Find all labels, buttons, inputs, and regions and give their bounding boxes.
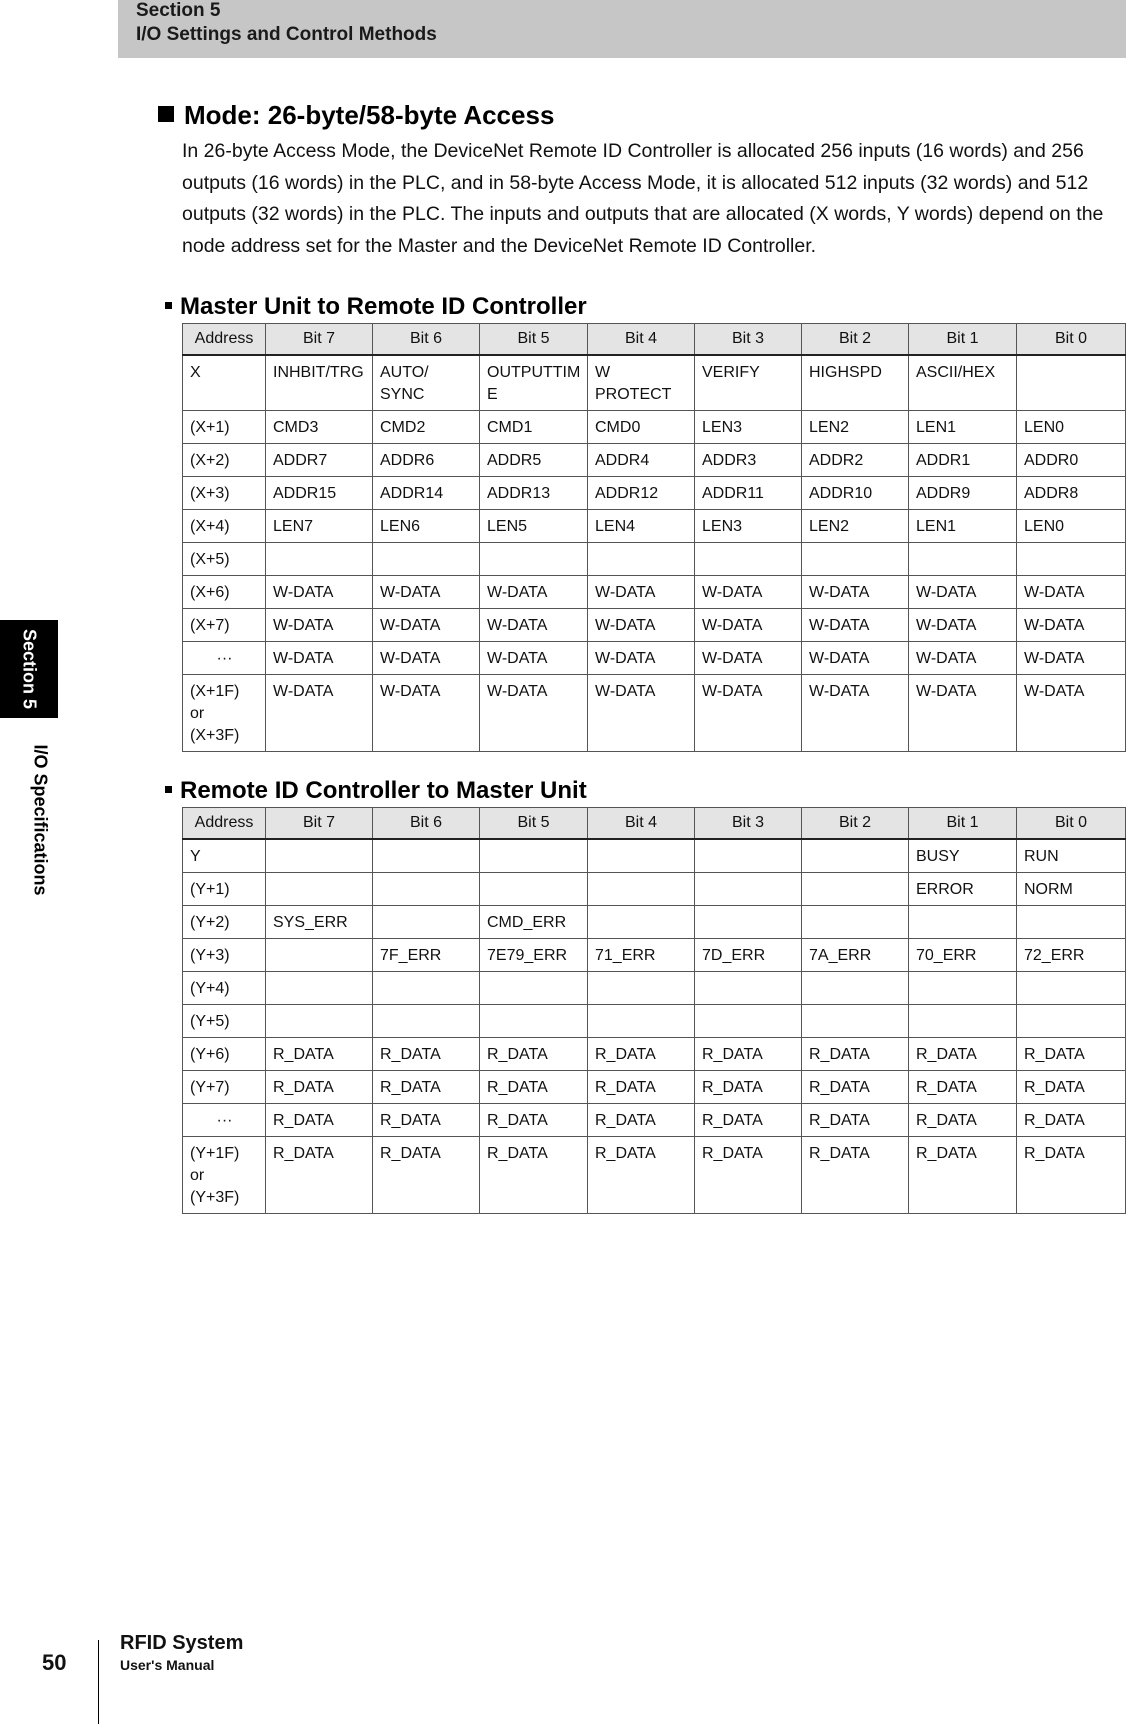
- bit-cell: [480, 543, 588, 576]
- bit-cell: [1017, 1005, 1126, 1038]
- bit-cell: [1017, 972, 1126, 1005]
- bit-cell: R_DATA: [909, 1071, 1017, 1104]
- bit-cell: ADDR14: [373, 477, 480, 510]
- bit-cell: 70_ERR: [909, 939, 1017, 972]
- bit-cell: W-DATA: [695, 609, 802, 642]
- bit-cell: R_DATA: [588, 1071, 695, 1104]
- bit-cell: ERROR: [909, 873, 1017, 906]
- table-row: [183, 609, 1126, 642]
- page-header-band: [118, 0, 1126, 58]
- bit-cell: W-DATA: [266, 576, 373, 609]
- bit-cell: LEN1: [909, 411, 1017, 444]
- column-header: Bit 5: [480, 324, 588, 356]
- bit-cell: R_DATA: [480, 1137, 588, 1214]
- bit-cell: 71_ERR: [588, 939, 695, 972]
- table-row: [183, 642, 1126, 675]
- bit-cell: W-DATA: [588, 576, 695, 609]
- bit-cell: R_DATA: [909, 1038, 1017, 1071]
- column-header: Bit 0: [1017, 324, 1126, 356]
- bit-cell: W-DATA: [695, 675, 802, 752]
- column-header: Bit 1: [909, 808, 1017, 840]
- bit-cell: [480, 839, 588, 873]
- bit-cell: BUSY: [909, 839, 1017, 873]
- header-section-number: Section 5: [136, 0, 221, 21]
- address-cell: (Y+5): [183, 1005, 266, 1038]
- bit-cell: ADDR6: [373, 444, 480, 477]
- column-header: Bit 0: [1017, 808, 1126, 840]
- address-cell: (X+7): [183, 609, 266, 642]
- table-row: [183, 939, 1126, 972]
- bit-cell: [266, 939, 373, 972]
- bit-cell: [588, 906, 695, 939]
- bit-cell: 72_ERR: [1017, 939, 1126, 972]
- bit-cell: W-DATA: [909, 609, 1017, 642]
- address-cell: (Y+4): [183, 972, 266, 1005]
- bit-cell: LEN5: [480, 510, 588, 543]
- bit-cell: ADDR11: [695, 477, 802, 510]
- bit-cell: [695, 873, 802, 906]
- column-header: Address: [183, 324, 266, 356]
- bit-cell: LEN3: [695, 411, 802, 444]
- bit-cell: W-DATA: [480, 642, 588, 675]
- bit-cell: [588, 839, 695, 873]
- bit-cell: NORM: [1017, 873, 1126, 906]
- bit-cell: [909, 972, 1017, 1005]
- bit-cell: R_DATA: [266, 1038, 373, 1071]
- bit-cell: R_DATA: [802, 1104, 909, 1137]
- bit-cell: R_DATA: [588, 1038, 695, 1071]
- bit-cell: W-DATA: [480, 675, 588, 752]
- bit-cell: [588, 1005, 695, 1038]
- table-row: [183, 477, 1126, 510]
- table-row: [183, 1071, 1126, 1104]
- bit-cell: AUTO/ SYNC: [373, 355, 480, 411]
- bit-cell: CMD1: [480, 411, 588, 444]
- bit-cell: R_DATA: [695, 1071, 802, 1104]
- bit-cell: ADDR1: [909, 444, 1017, 477]
- bit-cell: W-DATA: [909, 675, 1017, 752]
- bit-cell: ADDR0: [1017, 444, 1126, 477]
- mode-heading: [158, 100, 554, 131]
- table-row: [183, 510, 1126, 543]
- bit-cell: [373, 873, 480, 906]
- bit-cell: R_DATA: [802, 1137, 909, 1214]
- bit-cell: [1017, 543, 1126, 576]
- bit-cell: LEN7: [266, 510, 373, 543]
- bit-cell: SYS_ERR: [266, 906, 373, 939]
- bit-cell: W-DATA: [373, 576, 480, 609]
- bit-cell: ADDR2: [802, 444, 909, 477]
- bit-cell: R_DATA: [480, 1071, 588, 1104]
- bit-cell: W-DATA: [695, 576, 802, 609]
- bit-cell: CMD_ERR: [480, 906, 588, 939]
- bit-cell: [588, 543, 695, 576]
- footer-divider: [98, 1640, 99, 1724]
- master-table-heading-text: Master Unit to Remote ID Controller: [180, 293, 587, 320]
- table-row: [183, 444, 1126, 477]
- table-row: [183, 1104, 1126, 1137]
- bit-cell: [695, 543, 802, 576]
- bit-cell: R_DATA: [1017, 1104, 1126, 1137]
- address-cell: (X+1F) or (X+3F): [183, 675, 266, 752]
- table-header-row: [183, 324, 1126, 356]
- bit-cell: W-DATA: [909, 576, 1017, 609]
- bit-cell: [266, 543, 373, 576]
- bit-cell: [373, 1005, 480, 1038]
- table-row: [183, 355, 1126, 411]
- column-header: Bit 4: [588, 324, 695, 356]
- bit-cell: LEN0: [1017, 510, 1126, 543]
- bit-cell: R_DATA: [909, 1104, 1017, 1137]
- remote-table-heading-text: Remote ID Controller to Master Unit: [180, 777, 587, 804]
- column-header: Bit 1: [909, 324, 1017, 356]
- bit-cell: ADDR7: [266, 444, 373, 477]
- bit-cell: W-DATA: [266, 675, 373, 752]
- address-cell: (Y+1): [183, 873, 266, 906]
- bit-cell: [373, 972, 480, 1005]
- table-row: [183, 1005, 1126, 1038]
- bit-cell: CMD3: [266, 411, 373, 444]
- bit-cell: R_DATA: [695, 1104, 802, 1137]
- master-to-controller-table: [182, 323, 1126, 752]
- bit-cell: [695, 972, 802, 1005]
- bit-cell: ADDR8: [1017, 477, 1126, 510]
- page-number: 50: [42, 1650, 67, 1675]
- address-cell: (X+3): [183, 477, 266, 510]
- bit-cell: [266, 1005, 373, 1038]
- bit-cell: 7F_ERR: [373, 939, 480, 972]
- address-cell: (X+2): [183, 444, 266, 477]
- bit-cell: W-DATA: [266, 642, 373, 675]
- bit-cell: LEN6: [373, 510, 480, 543]
- bit-cell: ADDR10: [802, 477, 909, 510]
- controller-to-master-table: [182, 807, 1126, 1214]
- address-cell: ···: [183, 642, 266, 675]
- bit-cell: [480, 1005, 588, 1038]
- remote-table-heading: [165, 777, 587, 805]
- bit-cell: VERIFY: [695, 355, 802, 411]
- bit-cell: CMD2: [373, 411, 480, 444]
- column-header: Bit 2: [802, 324, 909, 356]
- bit-cell: R_DATA: [266, 1071, 373, 1104]
- column-header: Bit 5: [480, 808, 588, 840]
- bit-cell: [802, 839, 909, 873]
- bit-cell: W-DATA: [802, 675, 909, 752]
- bit-cell: W-DATA: [588, 642, 695, 675]
- bit-cell: LEN4: [588, 510, 695, 543]
- bit-cell: [802, 972, 909, 1005]
- bit-cell: W-DATA: [1017, 576, 1126, 609]
- bit-cell: R_DATA: [373, 1038, 480, 1071]
- table-row: [183, 873, 1126, 906]
- address-cell: (X+4): [183, 510, 266, 543]
- bit-cell: W-DATA: [802, 642, 909, 675]
- bit-cell: 7D_ERR: [695, 939, 802, 972]
- bit-cell: [588, 873, 695, 906]
- bit-cell: [802, 873, 909, 906]
- manual-subtitle: User's Manual: [120, 1657, 215, 1673]
- bit-cell: R_DATA: [373, 1137, 480, 1214]
- square-bullet-icon: [158, 106, 174, 122]
- bit-cell: W-DATA: [373, 675, 480, 752]
- bit-cell: W-DATA: [480, 609, 588, 642]
- bit-cell: OUTPUTTIM E: [480, 355, 588, 411]
- bit-cell: W-DATA: [909, 642, 1017, 675]
- bit-cell: [588, 972, 695, 1005]
- bit-cell: ADDR5: [480, 444, 588, 477]
- bit-cell: CMD0: [588, 411, 695, 444]
- column-header: Bit 6: [373, 808, 480, 840]
- table-row: [183, 1038, 1126, 1071]
- address-cell: X: [183, 355, 266, 411]
- bit-cell: R_DATA: [373, 1104, 480, 1137]
- bit-cell: [373, 543, 480, 576]
- bit-cell: R_DATA: [588, 1104, 695, 1137]
- bit-cell: W-DATA: [588, 609, 695, 642]
- address-cell: (Y+2): [183, 906, 266, 939]
- bit-cell: 7E79_ERR: [480, 939, 588, 972]
- bit-cell: ADDR4: [588, 444, 695, 477]
- column-header: Bit 3: [695, 808, 802, 840]
- table-row: [183, 576, 1126, 609]
- bit-cell: [266, 873, 373, 906]
- bit-cell: [909, 1005, 1017, 1038]
- bit-cell: [802, 906, 909, 939]
- column-header: Bit 4: [588, 808, 695, 840]
- bit-cell: [695, 906, 802, 939]
- side-chapter-label: I/O Specifications: [30, 744, 51, 896]
- bit-cell: [695, 839, 802, 873]
- address-cell: ···: [183, 1104, 266, 1137]
- bit-cell: W-DATA: [480, 576, 588, 609]
- bit-cell: ASCII/HEX: [909, 355, 1017, 411]
- bit-cell: R_DATA: [266, 1137, 373, 1214]
- bit-cell: W-DATA: [802, 576, 909, 609]
- column-header: Bit 3: [695, 324, 802, 356]
- manual-title: RFID System: [120, 1632, 244, 1654]
- bit-cell: ADDR15: [266, 477, 373, 510]
- small-square-bullet-icon: [165, 786, 172, 793]
- bit-cell: LEN3: [695, 510, 802, 543]
- bit-cell: R_DATA: [373, 1071, 480, 1104]
- bit-cell: R_DATA: [1017, 1071, 1126, 1104]
- bit-cell: W-DATA: [373, 609, 480, 642]
- bit-cell: [480, 873, 588, 906]
- bit-cell: ADDR3: [695, 444, 802, 477]
- side-tab-label: Section 5: [19, 628, 40, 710]
- table-row: [183, 839, 1126, 873]
- column-header: Bit 7: [266, 324, 373, 356]
- table-row: [183, 972, 1126, 1005]
- address-cell: (Y+1F) or (Y+3F): [183, 1137, 266, 1214]
- bit-cell: INHBIT/TRG: [266, 355, 373, 411]
- bit-cell: R_DATA: [266, 1104, 373, 1137]
- bit-cell: ADDR12: [588, 477, 695, 510]
- bit-cell: RUN: [1017, 839, 1126, 873]
- address-cell: (X+1): [183, 411, 266, 444]
- bit-cell: HIGHSPD: [802, 355, 909, 411]
- bit-cell: W-DATA: [266, 609, 373, 642]
- bit-cell: [373, 839, 480, 873]
- bit-cell: [909, 543, 1017, 576]
- bit-cell: LEN2: [802, 510, 909, 543]
- mode-description: In 26-byte Access Mode, the DeviceNet Remote ID Controller is allocated 256 inputs (16 words) and 256 outputs (16 words) in the PLC, and in 58-byte Access Mode, it is allocated 512 inputs (32 words) and 512 outputs (32 words) in the PLC. The inputs and outputs that are allocated (X words, Y words) depend on the node address set for the Master and the DeviceNet Remote ID Controller.: [182, 140, 1104, 257]
- address-cell: Y: [183, 839, 266, 873]
- bit-cell: [480, 972, 588, 1005]
- bit-cell: R_DATA: [802, 1071, 909, 1104]
- address-cell: (Y+6): [183, 1038, 266, 1071]
- bit-cell: [266, 839, 373, 873]
- bit-cell: R_DATA: [695, 1038, 802, 1071]
- header-section-title: I/O Settings and Control Methods: [136, 24, 437, 45]
- bit-cell: R_DATA: [1017, 1137, 1126, 1214]
- bit-cell: R_DATA: [480, 1104, 588, 1137]
- bit-cell: LEN1: [909, 510, 1017, 543]
- address-cell: (Y+7): [183, 1071, 266, 1104]
- bit-cell: W-DATA: [1017, 675, 1126, 752]
- bit-cell: ADDR13: [480, 477, 588, 510]
- bit-cell: W-DATA: [802, 609, 909, 642]
- column-header: Bit 7: [266, 808, 373, 840]
- table-row: [183, 906, 1126, 939]
- bit-cell: LEN2: [802, 411, 909, 444]
- master-table-heading: [165, 293, 587, 321]
- table-row: [183, 1137, 1126, 1214]
- bit-cell: [373, 906, 480, 939]
- bit-cell: R_DATA: [695, 1137, 802, 1214]
- table-header-row: [183, 808, 1126, 840]
- table-row: [183, 411, 1126, 444]
- bit-cell: R_DATA: [480, 1038, 588, 1071]
- address-cell: (Y+3): [183, 939, 266, 972]
- bit-cell: [909, 906, 1017, 939]
- bit-cell: W-DATA: [695, 642, 802, 675]
- address-cell: (X+6): [183, 576, 266, 609]
- bit-cell: [802, 1005, 909, 1038]
- bit-cell: W-DATA: [1017, 609, 1126, 642]
- bit-cell: W-DATA: [373, 642, 480, 675]
- bit-cell: R_DATA: [588, 1137, 695, 1214]
- bit-cell: W-DATA: [1017, 642, 1126, 675]
- small-square-bullet-icon: [165, 302, 172, 309]
- mode-heading-text: Mode: 26-byte/58-byte Access: [184, 100, 555, 130]
- bit-cell: W PROTECT: [588, 355, 695, 411]
- bit-cell: R_DATA: [1017, 1038, 1126, 1071]
- bit-cell: R_DATA: [909, 1137, 1017, 1214]
- column-header: Bit 6: [373, 324, 480, 356]
- column-header: Address: [183, 808, 266, 840]
- address-cell: (X+5): [183, 543, 266, 576]
- table-row: [183, 543, 1126, 576]
- bit-cell: LEN0: [1017, 411, 1126, 444]
- bit-cell: [266, 972, 373, 1005]
- table-row: [183, 675, 1126, 752]
- bit-cell: R_DATA: [802, 1038, 909, 1071]
- bit-cell: [695, 1005, 802, 1038]
- bit-cell: 7A_ERR: [802, 939, 909, 972]
- bit-cell: W-DATA: [588, 675, 695, 752]
- bit-cell: ADDR9: [909, 477, 1017, 510]
- column-header: Bit 2: [802, 808, 909, 840]
- bit-cell: [802, 543, 909, 576]
- bit-cell: [1017, 906, 1126, 939]
- bit-cell: [1017, 355, 1126, 411]
